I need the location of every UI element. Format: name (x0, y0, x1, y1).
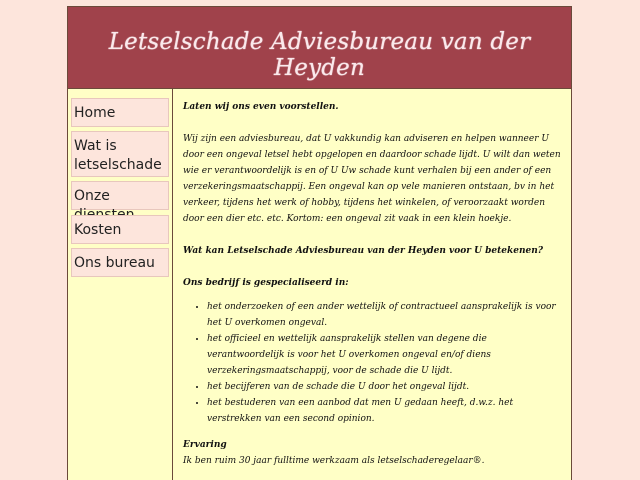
nav-item-onze-diensten[interactable]: Onze (71, 181, 169, 210)
specialties-list (183, 299, 563, 427)
page-frame (67, 6, 572, 480)
nav-item-kosten[interactable]: Kosten (71, 215, 169, 244)
nav-item-wat-is-letselschade[interactable]: Wat is letselschade (71, 131, 169, 177)
list-item: • het bestuderen van een aanbod dat men U gedaan heeft, d.w.z. het verstrekken van een second opinion. (207, 395, 563, 427)
question-heading: Wat kan Letselschade Adviesbureau van der Heyden voor U betekenen? (183, 246, 544, 256)
nav-item-ons-bureau[interactable]: Ons bureau (71, 248, 169, 277)
site-title: Letselschade Adviesbureau van der Heyden (108, 29, 531, 81)
site-header (68, 7, 571, 89)
intro-heading: Laten wij ons even voorstellen. (183, 102, 339, 112)
intro-text: Wij zijn een adviesbureau, dat U vakkundig kan adviseren en helpen wanneer U door een ongeval letsel hebt opgelopen en daardoor schade lijdt. U wilt dan weten wie er verantwoordelijk is en of U Uw schade kunt verhalen bij een ander of een verzekeringsmaatschappij. Een ongeval kan op vele manieren ontstaan, bv in het verkeer, tijdens het werk of hobby, tijdens het winkelen, of veroorzaakt worden door een dier etc. etc. Kortom: een ongeval zit vaak in een klein hoekje. (183, 134, 561, 224)
main-content (183, 99, 563, 469)
nav-item-home[interactable]: Home (71, 98, 169, 127)
list-item: • het officieel en wettelijk aansprakelijk stellen van degene die verantwoordelijk is voor het U overkomen ongeval en/of diens verzekeringsmaatschappij, voor de schade die U lijdt. (207, 331, 563, 379)
experience-text: Ik ben ruim 30 jaar fulltime werkzaam als letselschaderegelaar®. (183, 456, 485, 466)
list-item: • het onderzoeken of een ander wettelijk of contractueel aansprakelijk is voor het U overkomen ongeval. (207, 299, 563, 331)
specialized-heading: Ons bedrijf is gespecialiseerd in: (183, 278, 349, 288)
list-item: • het becijferen van de schade die U door het ongeval lijdt. (207, 379, 563, 395)
sidebar-nav (68, 89, 173, 480)
experience-heading: Ervaring (183, 440, 227, 450)
